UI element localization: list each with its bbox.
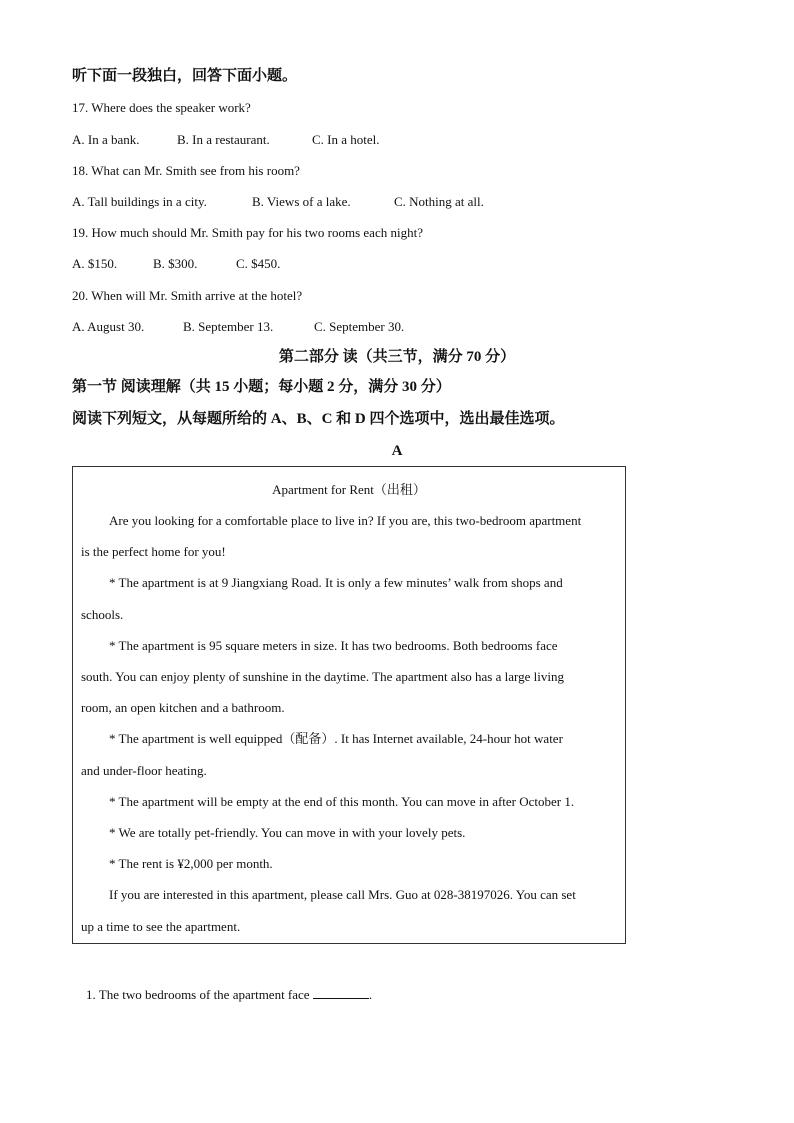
question-17-option-b: B. In a restaurant. (177, 132, 270, 147)
question-17-option-c: C. In a hotel. (312, 132, 380, 147)
passage-line: * We are totally pet-friendly. You can move in with your lovely pets. (109, 825, 466, 840)
passage-line: and under-floor heating. (81, 763, 207, 778)
passage-line: If you are interested in this apartment, please call Mrs. Guo at 028-38197026. You can set (109, 887, 576, 902)
question-20-option-c: C. September 30. (314, 319, 405, 334)
listening-instruction: 听下面一段独白，回答下面小题。 (72, 68, 298, 84)
passage-line: * The apartment is well equipped（配备）. It has Internet available, 24-hour hot water (109, 731, 563, 746)
reading-instruction: 阅读下列短文，从每题所给的 A、B、C 和 D 四个选项中，选出最佳选项。 (72, 411, 565, 427)
question-19-options (72, 256, 280, 272)
question-20-option-b: B. September 13. (183, 319, 274, 334)
passage-title: Apartment for Rent（出租） (272, 482, 426, 497)
passage-line: up a time to see the apartment. (81, 919, 241, 934)
question-20-option-a: A. August 30. (72, 319, 145, 334)
passage-line: room, an open kitchen and a bathroom. (81, 700, 285, 715)
answer-blank[interactable] (313, 986, 369, 999)
question-20-stem: 20. When will Mr. Smith arrive at the hotel? (72, 288, 303, 303)
question-19-option-b: B. $300. (153, 256, 198, 271)
question-18-option-a: A. Tall buildings in a city. (72, 194, 207, 209)
question-19-option-c: C. $450. (236, 256, 281, 271)
question-17-options (72, 132, 380, 148)
passage-line: Are you looking for a comfortable place to live in? If you are, this two-bedroom apartment (109, 513, 582, 528)
passage-line: * The apartment is at 9 Jiangxiang Road. It is only a few minutes’ walk from shops and (109, 575, 563, 590)
question-19-option-a: A. $150. (72, 256, 118, 271)
passage-line: * The apartment will be empty at the end of this month. You can move in after October 1. (109, 794, 575, 809)
question-17-option-a: A. In a bank. (72, 132, 140, 147)
part-two-title: 第二部分 读（共三节，满分 70 分） (278, 349, 516, 365)
question-20-options (72, 319, 404, 335)
reading-question-1 (86, 986, 372, 1003)
section-one-title: 第一节 阅读理解（共 15 小题；每小题 2 分，满分 30 分） (72, 379, 451, 395)
passage-box (72, 466, 626, 944)
passage-line: is the perfect home for you! (81, 544, 226, 559)
passage-line: schools. (81, 607, 124, 622)
passage-line: * The apartment is 95 square meters in size. It has two bedrooms. Both bedrooms face (109, 638, 558, 653)
question-18-stem: 18. What can Mr. Smith see from his room? (72, 163, 300, 178)
question-18-option-c: C. Nothing at all. (394, 194, 484, 209)
question-19-stem: 19. How much should Mr. Smith pay for his two rooms each night? (72, 225, 423, 240)
passage-letter: A (391, 443, 403, 459)
question-18-option-b: B. Views of a lake. (252, 194, 351, 209)
reading-question-1-end: . (368, 987, 373, 1002)
reading-question-1-text: 1. The two bedrooms of the apartment face (86, 987, 310, 1002)
question-18-options (72, 194, 484, 210)
passage-line: * The rent is ¥2,000 per month. (109, 856, 273, 871)
passage-line: south. You can enjoy plenty of sunshine in the daytime. The apartment also has a large living (81, 669, 564, 684)
question-17-stem: 17. Where does the speaker work? (72, 100, 251, 115)
